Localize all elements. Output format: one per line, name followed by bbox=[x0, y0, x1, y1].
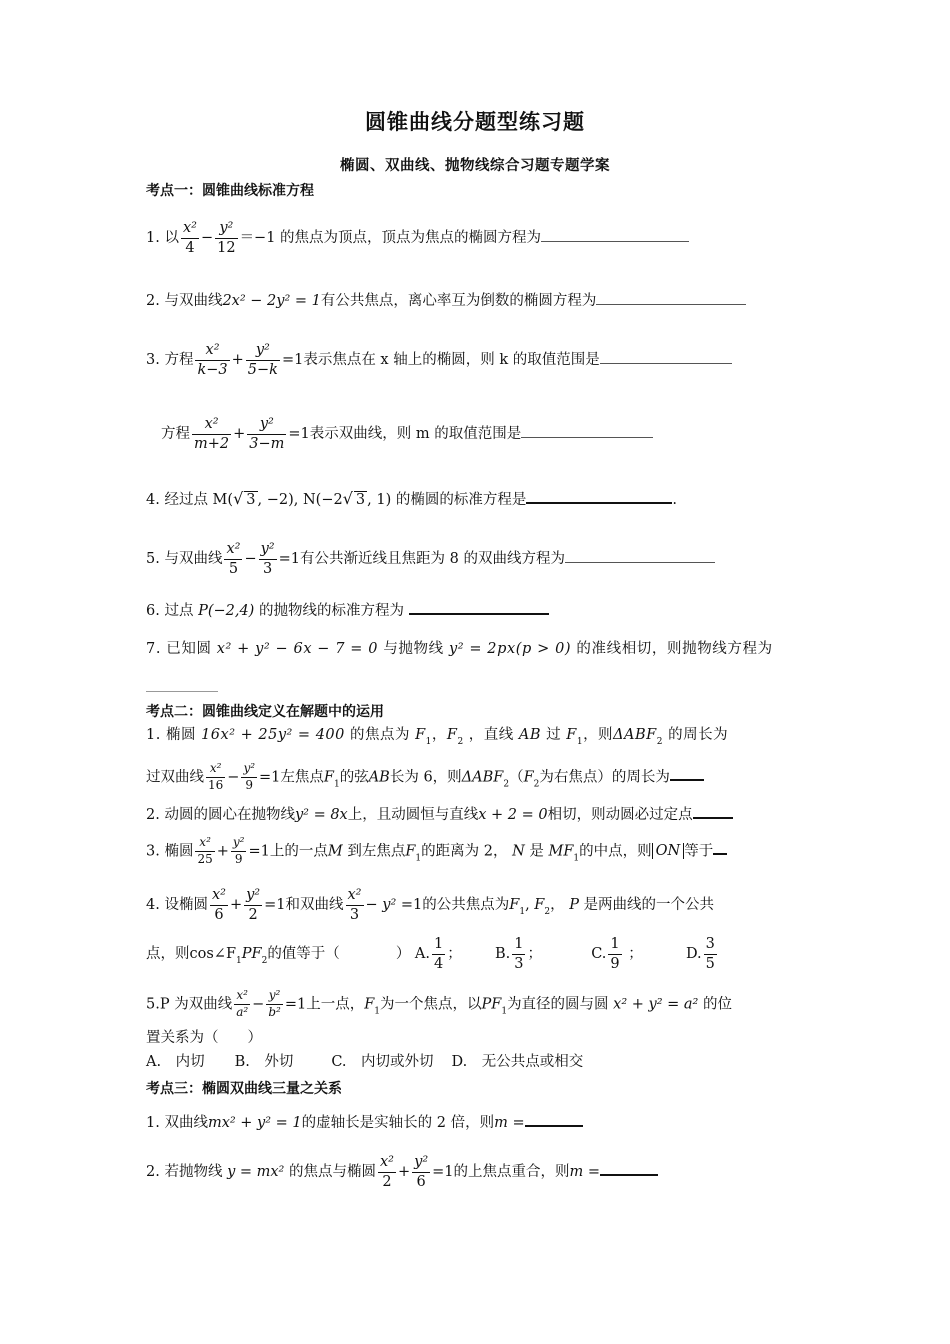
question-1-4: 4. 经过点 M(√ 3 , −2), N(−2√ 3 , 1) 的椭圆的标准方程是 . bbox=[146, 489, 677, 508]
answer-blank[interactable] bbox=[600, 1161, 658, 1176]
answer-blank[interactable] bbox=[409, 600, 549, 615]
answer-blank[interactable] bbox=[670, 766, 704, 781]
question-1-1: 1. 以 $\frac{\text{x²}}{4}$ − $\frac{\text{y²}}{12}$ ＝−1 的焦点为顶点，顶点为焦点的椭圆方程为 bbox=[146, 220, 810, 256]
fraction: $\frac{\text{y²}}{9}$ bbox=[243, 761, 256, 792]
fraction: $\frac{\text{y²}}{9}$ bbox=[232, 835, 245, 866]
fraction: $\frac{\text{y²}}{3-m}$ bbox=[249, 416, 285, 452]
fraction: $\frac{\text{y²}}{5-k}$ bbox=[247, 342, 278, 378]
question-1-5: 5. 与双曲线 $\frac{\text{x²}}{5}$ − $\frac{\text{y²}}{3}$ =1有公共渐近线且焦距为 8 的双曲线方程为 bbox=[146, 541, 810, 577]
answer-blank-continued[interactable] bbox=[146, 691, 218, 692]
fraction: $\frac{\text{x²}}{m+2}$ bbox=[194, 416, 230, 452]
question-2-5b: 置关系为（ ） bbox=[146, 1030, 262, 1046]
section-heading-3: 考点三：椭圆双曲线三量之关系 bbox=[146, 1081, 342, 1097]
option-d[interactable]: D. $\frac{3}{5}$ bbox=[685, 936, 715, 972]
question-1-3b: 方程 $\frac{\text{x²}}{m+2}$ + $\frac{\text{y²}}{3-m}$ =1表示双曲线，则 m 的取值范围是 bbox=[161, 416, 810, 452]
fraction: $\frac{1}{9}$ bbox=[610, 936, 620, 972]
answer-blank[interactable] bbox=[525, 1112, 583, 1127]
option-b[interactable]: B. $\frac{1}{3}$ ； bbox=[494, 936, 542, 972]
question-2-3: 3. 椭圆 $\frac{\text{x²}}{25}$ + $\frac{\text{y²}}{9}$ =1上的一点M 到左焦点$F_1$的距离为 2， N 是 $MF_1$的中点，则 ON 等于 bbox=[146, 836, 810, 867]
question-2-4b: 点，则$\cos\angle F_1PF_2$的值等于（ ） A. $\frac{1}{4}$ ； B. $\frac{1}{3}$ ； C. $\frac{1}{9}$ ； D. $\frac{3}{5}$ bbox=[146, 936, 810, 972]
fraction: $\frac{\text{y²}}{2}$ bbox=[246, 887, 261, 923]
fraction: $\frac{\text{y²}}{6}$ bbox=[414, 1154, 429, 1190]
question-2-2: 2. 动圆的圆心在抛物线y² = 8x上，且动圆恒与直线x + 2 = 0相切，则动圆必过定点 bbox=[146, 804, 810, 824]
fraction: $\frac{\text{y²}}{12}$ bbox=[217, 220, 236, 256]
fraction: $\frac{\text{x²}}{16}$ bbox=[208, 761, 224, 792]
answer-blank[interactable] bbox=[596, 291, 746, 305]
fraction: $\frac{3}{5}$ bbox=[705, 936, 715, 972]
fraction: $\frac{\text{x²}}{3}$ bbox=[347, 887, 362, 923]
section-heading-2: 考点二：圆锥曲线定义在解题中的运用 bbox=[146, 704, 384, 720]
question-2-1b: 过双曲线 $\frac{\text{x²}}{16}$ − $\frac{\text{y²}}{9}$ =1左焦点$F_1$的弦AB长为 6，则$\Delta ABF_2(F_2$为右焦点）的周长为 bbox=[146, 762, 810, 793]
option-a[interactable]: A. 内切 bbox=[146, 1054, 205, 1070]
question-2-5a: 5.P 为双曲线 $\frac{\text{x²}}{\text{a²}}$ − $\frac{\text{y²}}{\text{b²}}$ =1上一点，$F_1$为一个焦点，以$PF_1$为直径的圆与圆 x² + y² = a² 的位 bbox=[146, 988, 732, 1019]
answer-blank[interactable] bbox=[526, 489, 672, 504]
answer-blank[interactable] bbox=[565, 549, 715, 563]
question-1-6: 6. 过点 P(−2,4) 的抛物线的标准方程为 bbox=[146, 600, 810, 620]
option-c[interactable]: C. $\frac{1}{9}$ ； bbox=[591, 936, 643, 972]
question-3-2: 2. 若抛物线 y = mx² 的焦点与椭圆 $\frac{\text{x²}}{2}$ + $\frac{\text{y²}}{6}$ =1的上焦点重合，则m = bbox=[146, 1154, 810, 1190]
page-subtitle: 椭圆、双曲线、抛物线综合习题专题学案 bbox=[340, 158, 610, 174]
option-a[interactable]: A. $\frac{1}{4}$ ； bbox=[414, 936, 462, 972]
question-2-5-options bbox=[146, 1054, 810, 1071]
sqrt-icon: √ bbox=[342, 489, 353, 508]
answer-blank[interactable] bbox=[600, 350, 732, 364]
option-c[interactable]: C. 内切或外切 bbox=[331, 1054, 434, 1070]
fraction: $\frac{\text{y²}}{\text{b²}}$ bbox=[268, 988, 281, 1019]
fraction: $\frac{\text{x²}}{k-3}$ bbox=[197, 342, 228, 378]
fraction: $\frac{1}{3}$ bbox=[514, 936, 524, 972]
option-b[interactable]: B. 外切 bbox=[234, 1054, 294, 1070]
fraction: $\frac{1}{4}$ bbox=[434, 936, 444, 972]
fraction: $\frac{\text{x²}}{4}$ bbox=[182, 220, 197, 256]
answer-blank[interactable] bbox=[693, 804, 733, 819]
fraction: $\frac{\text{x²}}{5}$ bbox=[226, 541, 241, 577]
option-d[interactable]: D. 无公共点或相交 bbox=[451, 1054, 584, 1070]
fraction: $\frac{\text{x²}}{2}$ bbox=[379, 1154, 394, 1190]
answer-blank[interactable] bbox=[541, 228, 689, 242]
question-3-1: 1. 双曲线mx² + y² = 1的虚轴长是实轴长的 2 倍，则m = bbox=[146, 1112, 810, 1132]
fraction: $\frac{\text{y²}}{3}$ bbox=[260, 541, 275, 577]
question-1-3: 3. 方程 $\frac{\text{x²}}{k-3}$ + $\frac{\text{y²}}{5-k}$ =1表示焦点在 x 轴上的椭圆，则 k 的取值范围是 bbox=[146, 342, 810, 378]
question-1-2: 2. 与双曲线2x² − 2y² = 1有公共焦点，离心率互为倒数的椭圆方程为 bbox=[146, 291, 810, 310]
section-heading-1: 考点一：圆锥曲线标准方程 bbox=[146, 183, 314, 199]
fraction: $\frac{\text{x²}}{\text{a²}}$ bbox=[236, 988, 249, 1019]
question-1-7: 7. 已知圆 x² + y² − 6x − 7 = 0 与抛物线 y² = 2px(p > 0) 的准线相切，则抛物线方程为 bbox=[146, 641, 773, 657]
answer-blank[interactable] bbox=[521, 424, 653, 438]
question-2-4a: 4. 设椭圆 $\frac{\text{x²}}{6}$ + $\frac{\text{y²}}{2}$ =1和双曲线 $\frac{\text{x²}}{3}$ − y² =1的公共焦点为$F_1$, $F_2$， P 是两曲线的一个公共 bbox=[146, 887, 715, 923]
fraction: $\frac{\text{x²}}{6}$ bbox=[211, 887, 226, 923]
question-2-1a: 1. 椭圆 16x² + 25y² = 400 的焦点为 $F_1$，$F_2$ ，直线 AB 过 $F_1$，则$\Delta ABF_2$ 的周长为 bbox=[146, 727, 729, 747]
page-title: 圆锥曲线分题型练习题 bbox=[365, 110, 585, 134]
answer-blank[interactable] bbox=[713, 840, 727, 855]
sqrt-icon: √ bbox=[233, 489, 244, 508]
fraction: $\frac{\text{x²}}{25}$ bbox=[197, 835, 213, 866]
